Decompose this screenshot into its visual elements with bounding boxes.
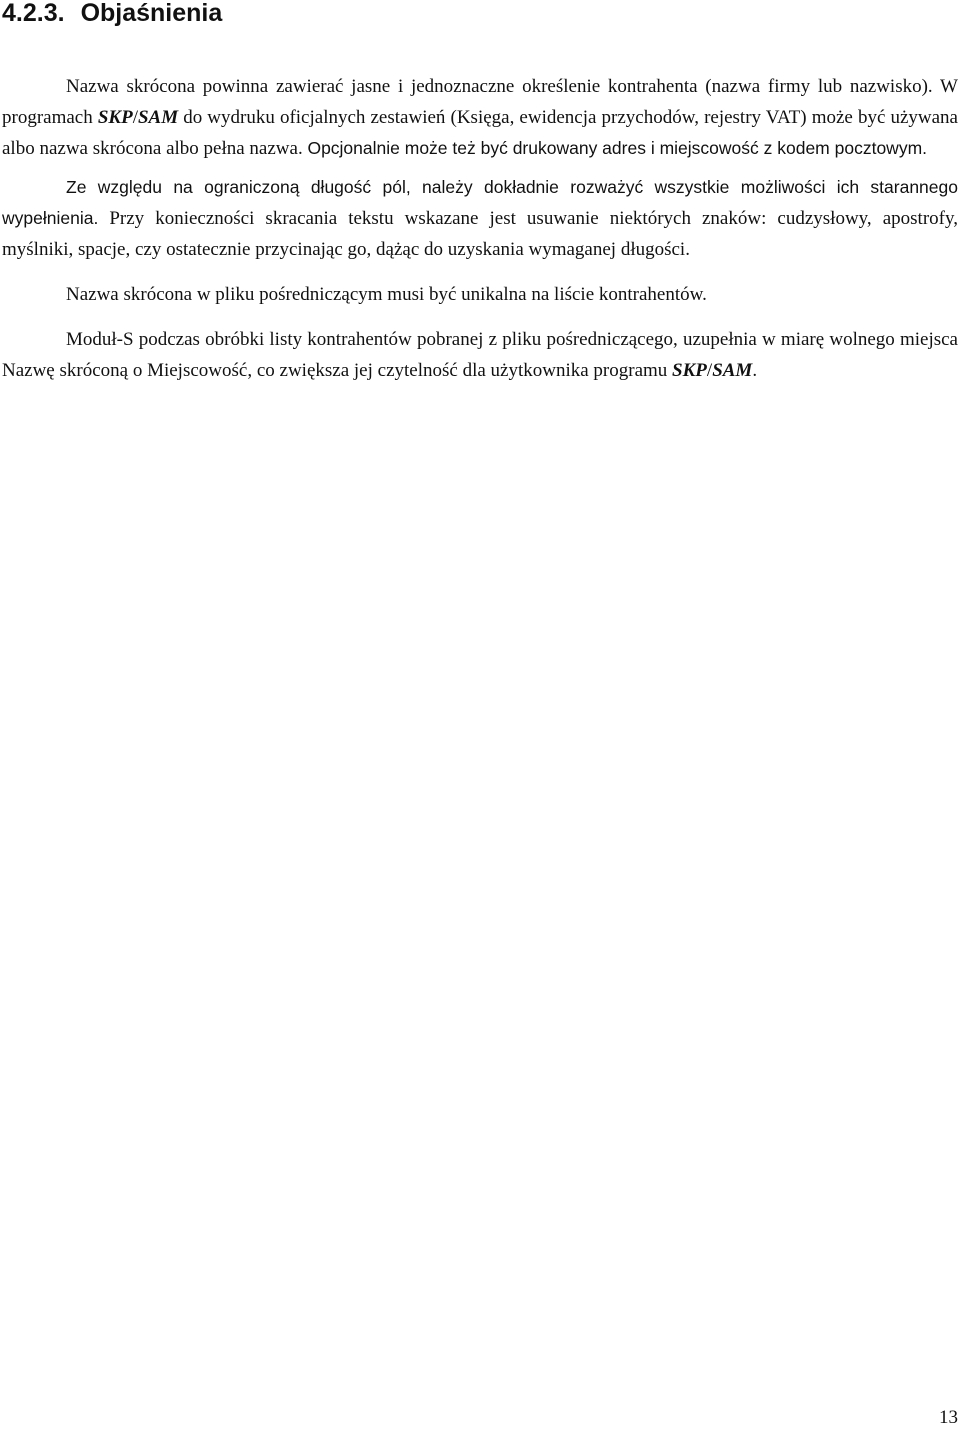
paragraph-module-s [2,324,958,386]
product-name-sam: SAM [712,360,753,381]
paragraph-text: . [752,360,758,381]
paragraph-unique-name [2,279,958,310]
paragraph-text: do wydruku oficjalnych zestawień (Księga, ewidencja przychodów, rejestry VAT) może być używana albo nazwa skrócona albo pełna nazwa. [2,107,958,159]
body-text [2,71,958,386]
paragraph-field-length [2,172,958,265]
paragraph-text: Nazwa skrócona powinna zawierać jasne i jednoznaczne określenie kontrahenta (nazwa firmy lub nazwisko). W programach [2,76,958,128]
paragraph-text-optional-address: Opcjonalnie może też być drukowany adres i miejscowość z kodem pocztowym. [307,138,928,158]
section-heading [2,0,222,30]
paragraph-text: Przy konieczności skracania tekstu wskazane jest usuwanie niektórych znaków: cudzysłowy, apostrofy, myślniki, spacje, czy ostatecznie przycinając go, dążąc do uzyskania wymaganej długości. [2,208,958,260]
paragraph-text: Nazwa skrócona w pliku pośredniczącym musi być unikalna na liście kontrahentów. [66,284,707,305]
product-separator: / [132,107,138,128]
section-title: Objaśnienia [80,0,223,27]
product-separator: / [706,360,713,381]
paragraph-short-name-intro [2,71,958,164]
paragraph-text: Moduł-S podczas obróbki listy kontrahentów pobranej z pliku pośredniczącego, uzupełnia w miarę wolnego miejsca Nazwę skróconą o Miejscowość, co zwiększa jej czytelność dla użytkownika programu [2,329,958,381]
product-name-skp: SKP [97,107,133,128]
product-name-sam: SAM [137,107,179,128]
paragraph-text: Ze względu na ograniczoną długość pól, należy dokładnie rozważyć wszystkie możliwości ich starannego wypełnienia. [2,177,958,228]
page-number: 13 [939,1407,958,1428]
product-name-skp: SKP [672,360,707,381]
section-number: 4.2.3. [2,0,65,27]
